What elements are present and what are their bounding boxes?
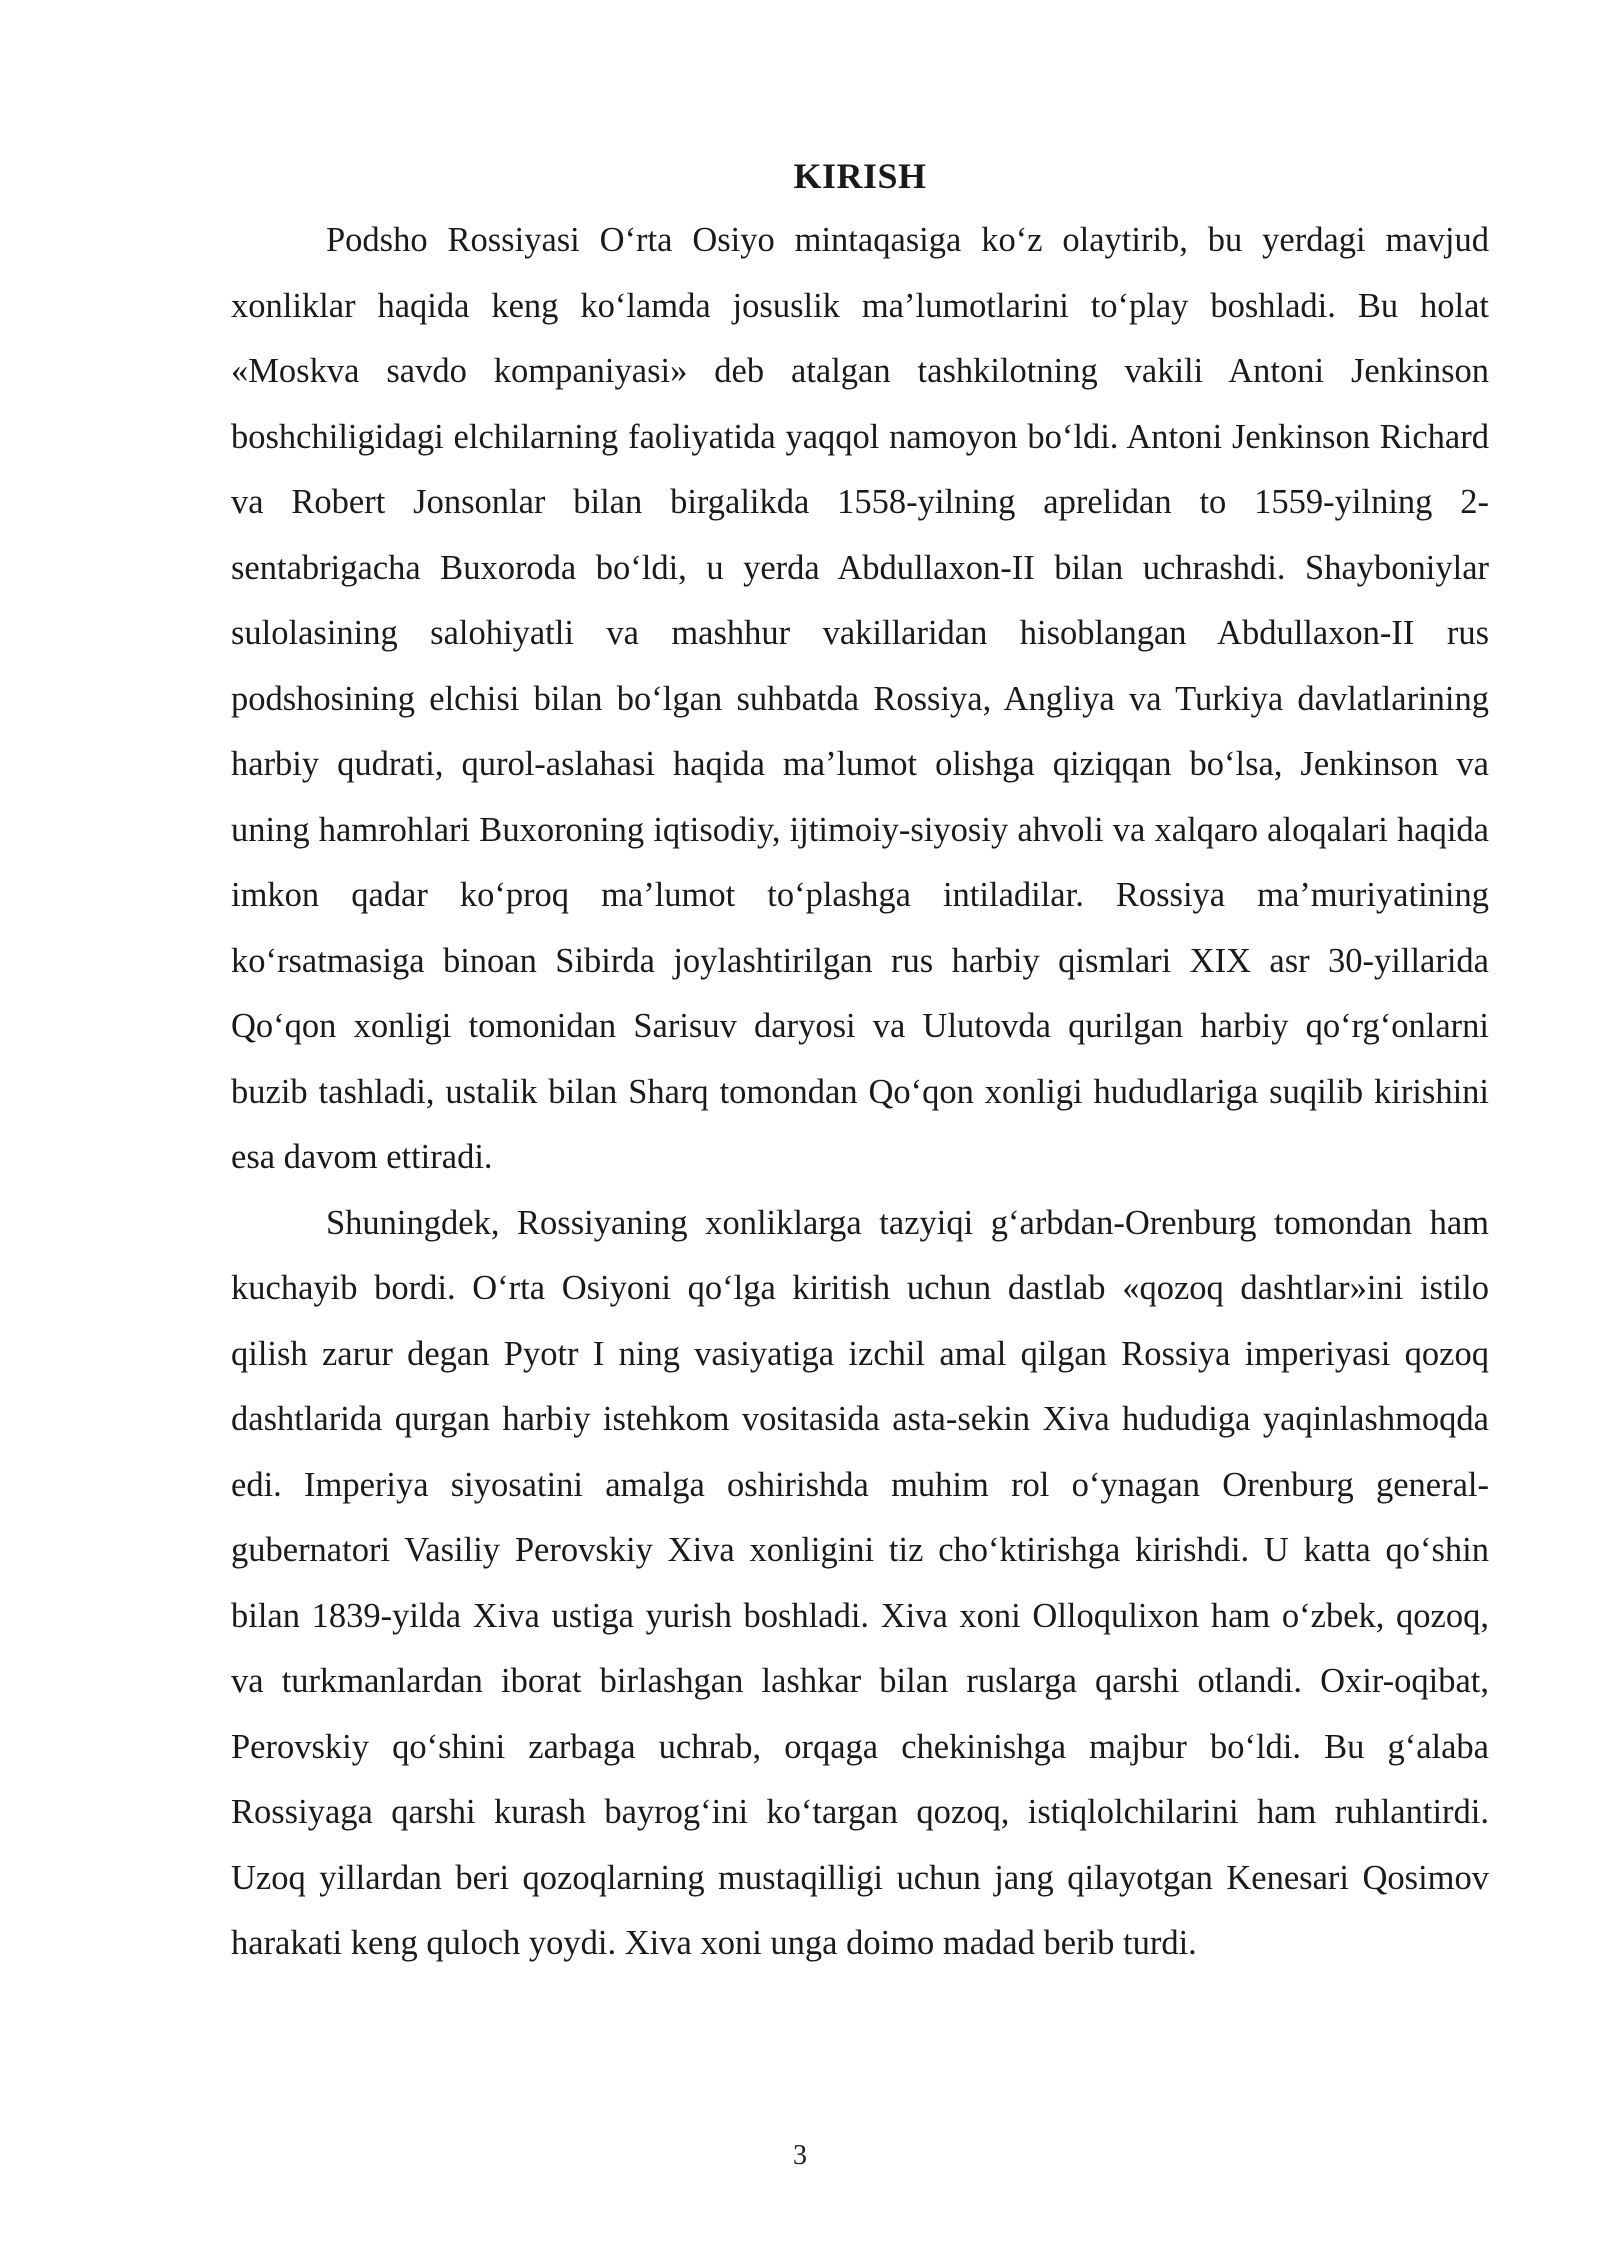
page-title: KIRISH: [793, 156, 927, 196]
page-number: 3: [793, 2140, 807, 2171]
paragraph-2: Shuningdek, Rossiyaning xonliklarga tazyiqi g‘arbdan-Orenburg tomondan ham kuchayib bordi. O‘rta Osiyoni qo‘lga kiritish uchun dastlab «qozoq dashtlar»ini istilo qilish zarur degan Pyotr I ning vasiyatiga izchil amal qilgan Rossiya imperiyasi qozoq dashtlarida qurgan harbiy istehkom vositasida asta-sekin Xiva hududiga yaqinlashmoqda edi. Imperiya siyosatini amalga oshirishda muhim rol o‘ynagan Orenburg general-gubernatori Vasiliy Perovskiy Xiva xonligini tiz cho‘ktirishga kirishdi. U katta qo‘shin bilan 1839-yilda Xiva ustiga yurish boshladi. Xiva xoni Olloqulixon ham o‘zbek, qozoq, va turkmanlardan iborat birlashgan lashkar bilan ruslarga qarshi otlandi. Oxir-oqibat, Perovskiy qo‘shini zarbaga uchrab, orqaga chekinishga majbur bo‘ldi. Bu g‘alaba Rossiyaga qarshi kurash bayrog‘ini ko‘targan qozoq, istiqlolchilarini ham ruhlantirdi. Uzoq yillardan beri qozoqlarning mustaqilligi uchun jang qilayotgan Kenesari Qosimov harakati keng quloch yoydi. Xiva xoni unga doimo madad berib turdi.: [231, 1203, 1489, 1962]
paragraph-1: Podsho Rossiyasi O‘rta Osiyo mintaqasiga ko‘z olaytirib, bu yerdagi mavjud xonliklar haqida keng ko‘lamda josuslik ma’lumotlarini to‘play boshladi. Bu holat «Moskva savdo kompaniyasi» deb atalgan tashkilotning vakili Antoni Jenkinson boshchiligidagi elchilarning faoliyatida yaqqol namoyon bo‘ldi. Antoni Jenkinson Richard va Robert Jonsonlar bilan birgalikda 1558-yilning aprelidan to 1559-yilning 2-sentabrigacha Buxoroda bo‘ldi, u yerda Abdullaxon-II bilan uchrashdi. Shayboniylar sulolasining salohiyatli va mashhur vakillaridan hisoblangan Abdullaxon-II rus podshosining elchisi bilan bo‘lgan suhbatda Rossiya, Angliya va Turkiya davlatlarining harbiy qudrati, qurol-aslahasi haqida ma’lumot olishga qiziqqan bo‘lsa, Jenkinson va uning hamrohlari Buxoroning iqtisodiy, ijtimoiy-siyosiy ahvoli va xalqaro aloqalari haqida imkon qadar ko‘proq ma’lumot to‘plashga intiladilar. Rossiya ma’muriyatining ko‘rsatmasiga binoan Sibirda joylashtirilgan rus harbiy qismlari XIX asr 30-yillarida Qo‘qon xonligi tomonidan Sarisuv daryosi va Ulutovda qurilgan harbiy qo‘rg‘onlarni buzib tashladi, ustalik bilan Sharq tomondan Qo‘qon xonligi hududlariga suqilib kirishini esa davom ettiradi.: [231, 221, 1489, 1176]
page-body: [231, 150, 1489, 1977]
